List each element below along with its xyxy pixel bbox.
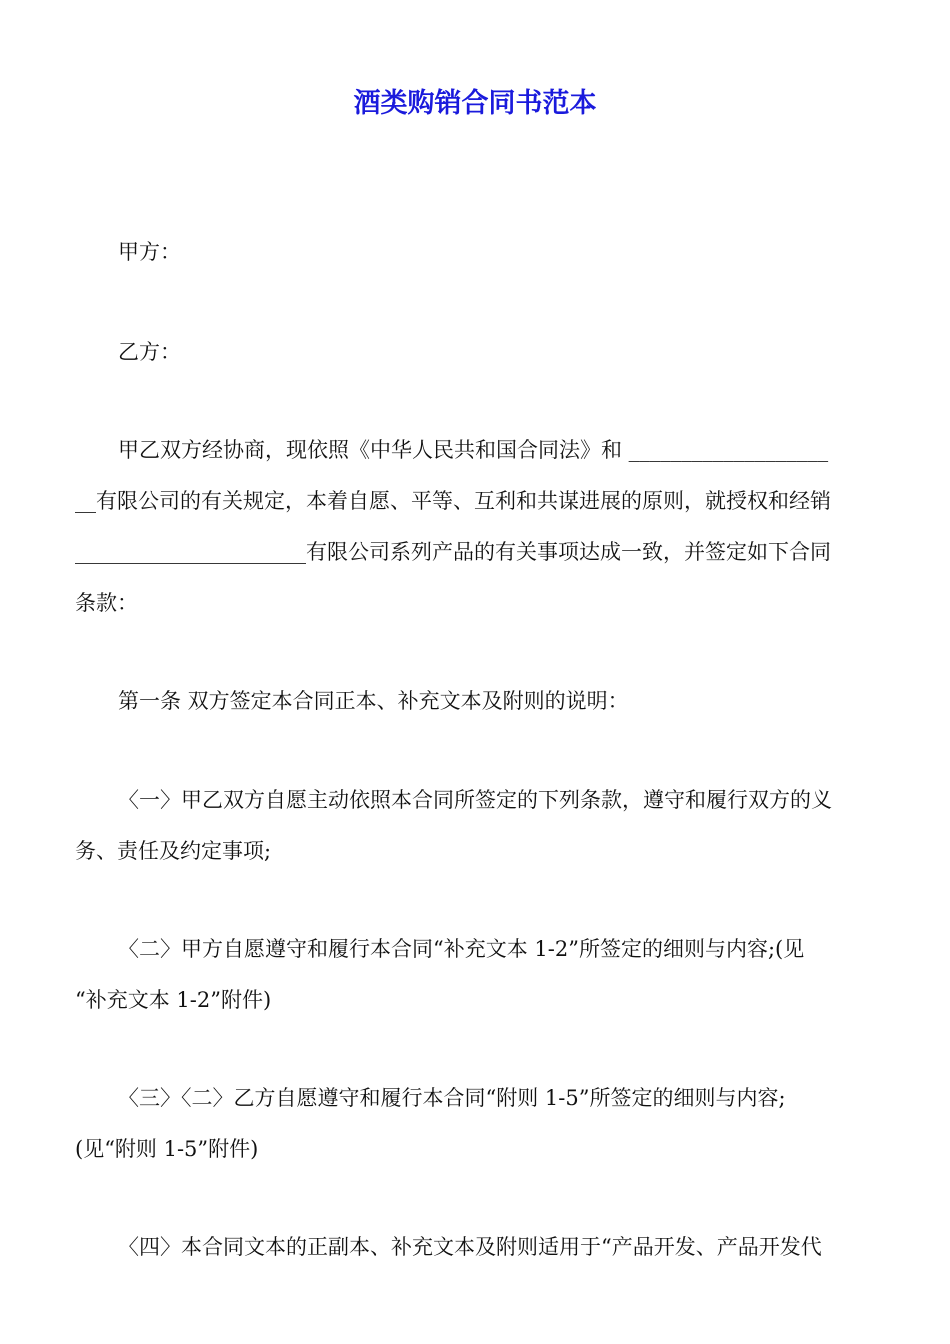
preamble-line: 甲乙双方经协商，现依照《中华人民共和国合同法》和 ___________________ (118, 438, 829, 462)
clause-line: 〈三〉〈二〉乙方自愿遵守和履行本合同“附则 1-5”所签定的细则与内容; (118, 1086, 786, 1110)
clause-line: (见“附则 1-5”附件) (75, 1137, 259, 1161)
clause-line: 〈一〉甲乙双方自愿主动依照本合同所签定的下列条款，遵守和履行双方的义 (118, 788, 832, 812)
party-b-label: 乙方： (118, 340, 181, 364)
preamble-line: __有限公司的有关规定，本着自愿、平等、互利和共谋进展的原则，就授权和经销 (75, 489, 831, 513)
party-a-label: 甲方： (118, 240, 181, 264)
document-title: 酒类购销合同书范本 (353, 88, 597, 119)
clause-line: “补充文本 1-2”附件) (75, 988, 272, 1012)
clause-line: 〈四〉本合同文本的正副本、补充文本及附则适用于“产品开发、产品开发代 (118, 1235, 822, 1259)
clause-line: 〈二〉甲方自愿遵守和履行本合同“补充文本 1-2”所签定的细则与内容;(见 (118, 937, 805, 961)
preamble-line: 条款： (75, 591, 138, 615)
clause-line: 务、责任及约定事项; (75, 839, 272, 863)
preamble-line: ______________________有限公司系列产品的有关事项达成一致，并签定如下合同 (75, 540, 831, 564)
article-1-heading: 第一条 双方签定本合同正本、补充文本及附则的说明： (118, 689, 629, 713)
